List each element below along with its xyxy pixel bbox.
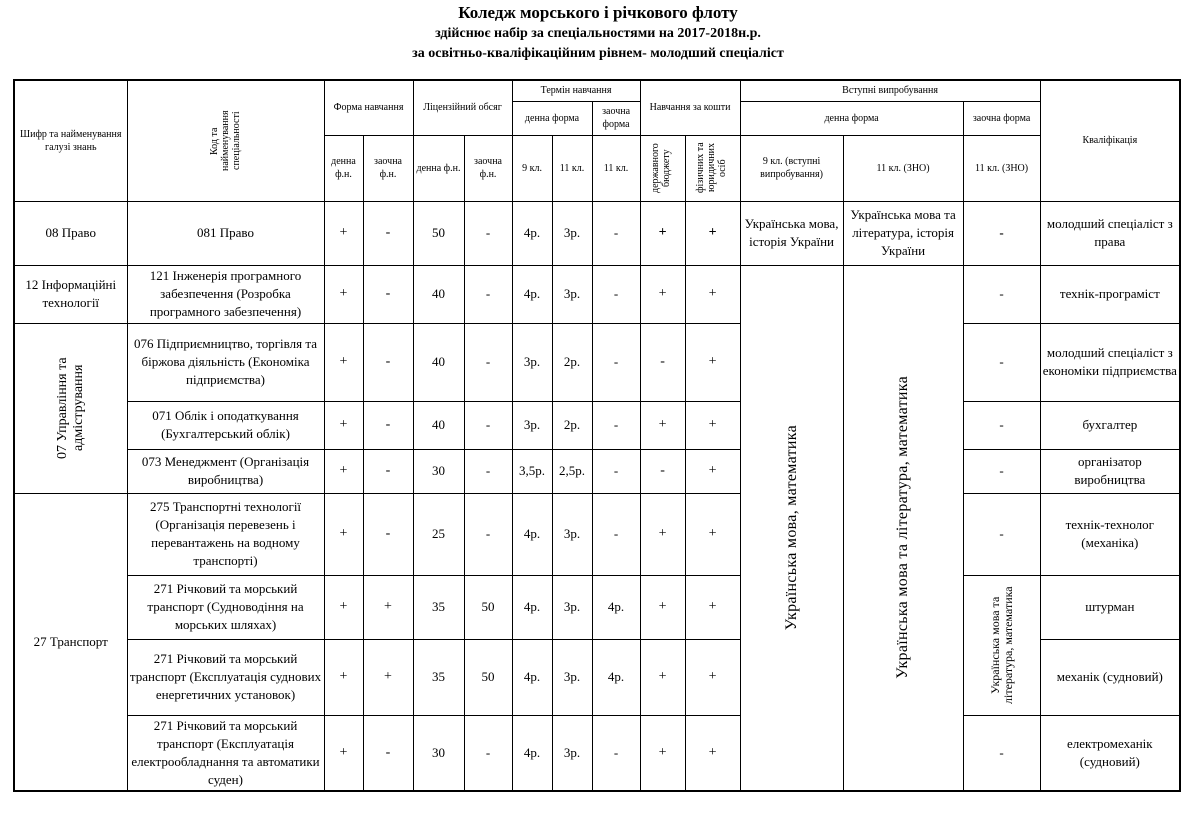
form-corr-cell: - xyxy=(363,715,413,791)
header-exams-day: денна форма xyxy=(740,101,963,135)
form-corr-cell: - xyxy=(363,449,413,493)
qualification-cell: технік-технолог (механіка) xyxy=(1040,493,1180,575)
form-day-cell: + xyxy=(324,575,363,639)
header-term-11c: 11 кл. xyxy=(592,135,640,201)
lic-day-cell: 35 xyxy=(413,575,464,639)
form-corr-cell: + xyxy=(363,575,413,639)
header-branch: Шифр та найменування галузі знань xyxy=(14,80,127,201)
spec-cell: 275 Транспортні технології (Організація перевезень і перевантажень на водному транспорті) xyxy=(127,493,324,575)
table-row xyxy=(14,201,1180,265)
lic-corr-cell: - xyxy=(464,715,512,791)
table-row xyxy=(14,715,1180,791)
table-row xyxy=(14,265,1180,323)
lic-day-cell: 30 xyxy=(413,449,464,493)
header-state-budget: державного бюджету xyxy=(649,143,672,193)
term-11c-cell: 4р. xyxy=(592,639,640,715)
lic-corr-cell: 50 xyxy=(464,575,512,639)
private-cell: + xyxy=(685,201,740,265)
header-qualification: Кваліфікація xyxy=(1040,80,1180,201)
exam-11c-merged: Українська мова та література, математика xyxy=(987,586,1015,704)
table-row xyxy=(14,323,1180,401)
lic-corr-cell: - xyxy=(464,493,512,575)
branch-cell: 27 Транспорт xyxy=(14,493,127,791)
form-corr-cell: - xyxy=(363,493,413,575)
exam-11c-cell: - xyxy=(963,449,1040,493)
budget-cell: + xyxy=(640,493,685,575)
term-11c-cell: - xyxy=(592,715,640,791)
exam-11-cell: Українська мова та література, історія України xyxy=(843,201,963,265)
branch-mgmt-cell xyxy=(14,323,127,493)
term-11c-cell: 4р. xyxy=(592,575,640,639)
budget-cell: + xyxy=(640,715,685,791)
private-cell: + xyxy=(685,265,740,323)
header-exam-9: 9 кл. (вступні випробування) xyxy=(740,135,843,201)
spec-cell: 271 Річковий та морський транспорт (Судноводіння на морських шляхах) xyxy=(127,575,324,639)
term-11-cell: 3р. xyxy=(552,493,592,575)
qualification-cell: механік (судновий) xyxy=(1040,639,1180,715)
form-corr-cell: - xyxy=(363,323,413,401)
header-form: Форма навчання xyxy=(324,80,413,135)
term-11-cell: 2р. xyxy=(552,323,592,401)
term-9-cell: 4р. xyxy=(512,639,552,715)
term-11-cell: 2,5р. xyxy=(552,449,592,493)
branch-mgmt: 07 Управління та адмістрування xyxy=(54,357,86,459)
budget-cell: + xyxy=(640,575,685,639)
table-row xyxy=(14,493,1180,575)
header-individuals: фізичних та юридичних осіб xyxy=(694,142,728,194)
lic-day-cell: 30 xyxy=(413,715,464,791)
term-11c-cell: - xyxy=(592,201,640,265)
term-11-cell: 3р. xyxy=(552,575,592,639)
header-state-budget-cell xyxy=(640,135,685,201)
private-cell: + xyxy=(685,401,740,449)
form-day-cell: + xyxy=(324,639,363,715)
qualification-cell: молодший спеціаліст з права xyxy=(1040,201,1180,265)
lic-corr-cell: - xyxy=(464,401,512,449)
spec-cell: 076 Підприємництво, торгівля та біржова діяльність (Економіка підприємства) xyxy=(127,323,324,401)
budget-cell: + xyxy=(640,201,685,265)
budget-cell: - xyxy=(640,449,685,493)
admissions-table xyxy=(13,79,1181,792)
header-day-fn: денна ф.н. xyxy=(324,135,363,201)
form-corr-cell: - xyxy=(363,265,413,323)
term-11-cell: 3р. xyxy=(552,639,592,715)
form-day-cell: + xyxy=(324,715,363,791)
form-corr-cell: - xyxy=(363,401,413,449)
private-cell: + xyxy=(685,715,740,791)
header-funding: Навчання за кошти xyxy=(640,80,740,135)
lic-day-cell: 35 xyxy=(413,639,464,715)
term-9-cell: 3,5р. xyxy=(512,449,552,493)
exam-11c-cell: - xyxy=(963,493,1040,575)
header-exams: Вступні випробування xyxy=(740,80,1040,101)
term-9-cell: 4р. xyxy=(512,575,552,639)
header-term-day: денна форма xyxy=(512,101,592,135)
exam-9-cell: Українська мова, історія України xyxy=(740,201,843,265)
form-day-cell: + xyxy=(324,201,363,265)
exam-9-merged-cell xyxy=(740,265,843,791)
exam-11c-cell: - xyxy=(963,201,1040,265)
lic-day-cell: 50 xyxy=(413,201,464,265)
private-cell: + xyxy=(685,449,740,493)
term-11c-cell: - xyxy=(592,493,640,575)
term-11c-cell: - xyxy=(592,449,640,493)
form-corr-cell: - xyxy=(363,201,413,265)
header-term: Термін навчання xyxy=(512,80,640,101)
qualification-cell: технік-програміст xyxy=(1040,265,1180,323)
form-corr-cell: + xyxy=(363,639,413,715)
form-day-cell: + xyxy=(324,401,363,449)
header-corr-fn: заочна ф.н. xyxy=(363,135,413,201)
spec-cell: 073 Менеджмент (Організація виробництва) xyxy=(127,449,324,493)
header-term-11: 11 кл. xyxy=(552,135,592,201)
private-cell: + xyxy=(685,323,740,401)
table-row xyxy=(14,575,1180,639)
qualification-cell: організатор виробництва xyxy=(1040,449,1180,493)
private-cell: + xyxy=(685,493,740,575)
private-cell: + xyxy=(685,575,740,639)
term-11c-cell: - xyxy=(592,323,640,401)
budget-cell: + xyxy=(640,401,685,449)
term-11-cell: 3р. xyxy=(552,201,592,265)
header-lic-day: денна ф.н. xyxy=(413,135,464,201)
page-subtitle-1: здійснює набір за спеціальностями на 2017-2018н.р. xyxy=(435,26,761,41)
exam-11c-merged-cell xyxy=(963,575,1040,715)
exam-9-merged: Українська мова, математика xyxy=(782,425,800,631)
lic-day-cell: 25 xyxy=(413,493,464,575)
term-11c-cell: - xyxy=(592,265,640,323)
lic-corr-cell: - xyxy=(464,449,512,493)
exam-11-merged-cell xyxy=(843,265,963,791)
table-row xyxy=(14,401,1180,449)
term-11-cell: 2р. xyxy=(552,401,592,449)
exam-11c-cell: - xyxy=(963,401,1040,449)
table-row xyxy=(14,449,1180,493)
qualification-cell: електромеханік (судновий) xyxy=(1040,715,1180,791)
header-exams-corr: заочна форма xyxy=(963,101,1040,135)
lic-day-cell: 40 xyxy=(413,401,464,449)
spec-cell: 071 Облік і оподаткування (Бухгалтерський облік) xyxy=(127,401,324,449)
page-title: Коледж морського і річкового флоту xyxy=(458,3,738,22)
header-code-cell xyxy=(127,80,324,201)
header-license: Ліцензійний обсяг xyxy=(413,80,512,135)
spec-cell: 271 Річковий та морський транспорт (Експлуатація суднових енергетичних установок) xyxy=(127,639,324,715)
qualification-cell: штурман xyxy=(1040,575,1180,639)
term-11c-cell: - xyxy=(592,401,640,449)
term-9-cell: 4р. xyxy=(512,201,552,265)
qualification-cell: бухгалтер xyxy=(1040,401,1180,449)
lic-corr-cell: - xyxy=(464,201,512,265)
form-day-cell: + xyxy=(324,323,363,401)
branch-cell: 12 Інформаційні технології xyxy=(14,265,127,323)
form-day-cell: + xyxy=(324,265,363,323)
lic-corr-cell: - xyxy=(464,265,512,323)
spec-cell: 081 Право xyxy=(127,201,324,265)
qualification-cell: молодший спеціаліст з економіки підприємства xyxy=(1040,323,1180,401)
term-9-cell: 3р. xyxy=(512,323,552,401)
form-day-cell: + xyxy=(324,493,363,575)
header-exam-11: 11 кл. (ЗНО) xyxy=(843,135,963,201)
branch-cell: 08 Право xyxy=(14,201,127,265)
private-cell: + xyxy=(685,639,740,715)
spec-cell: 121 Інженерія програмного забезпечення (Розробка програмного забезпечення) xyxy=(127,265,324,323)
term-9-cell: 3р. xyxy=(512,401,552,449)
term-9-cell: 4р. xyxy=(512,493,552,575)
exam-11-merged: Українська мова та література, математика xyxy=(894,376,912,680)
exam-11c-cell: - xyxy=(963,323,1040,401)
budget-cell: + xyxy=(640,265,685,323)
term-9-cell: 4р. xyxy=(512,715,552,791)
exam-11c-cell: - xyxy=(963,715,1040,791)
term-11-cell: 3р. xyxy=(552,265,592,323)
header-exam-11c: 11 кл. (ЗНО) xyxy=(963,135,1040,201)
budget-cell: + xyxy=(640,639,685,715)
spec-cell: 271 Річковий та морський транспорт (Експлуатація електрообладнання та автоматики суден) xyxy=(127,715,324,791)
header-individuals-cell xyxy=(685,135,740,201)
exam-11c-cell: - xyxy=(963,265,1040,323)
header-term-corr: заочна форма xyxy=(592,101,640,135)
term-9-cell: 4р. xyxy=(512,265,552,323)
header-lic-corr: заочна ф.н. xyxy=(464,135,512,201)
lic-corr-cell: - xyxy=(464,323,512,401)
lic-day-cell: 40 xyxy=(413,265,464,323)
header-code: Код та найменування спеціальності xyxy=(209,110,242,172)
form-day-cell: + xyxy=(324,449,363,493)
budget-cell: - xyxy=(640,323,685,401)
lic-corr-cell: 50 xyxy=(464,639,512,715)
page-subtitle-2: за освітньо-кваліфікаційним рівнем- молодший спеціаліст xyxy=(412,46,784,61)
lic-day-cell: 40 xyxy=(413,323,464,401)
header-term-9: 9 кл. xyxy=(512,135,552,201)
term-11-cell: 3р. xyxy=(552,715,592,791)
